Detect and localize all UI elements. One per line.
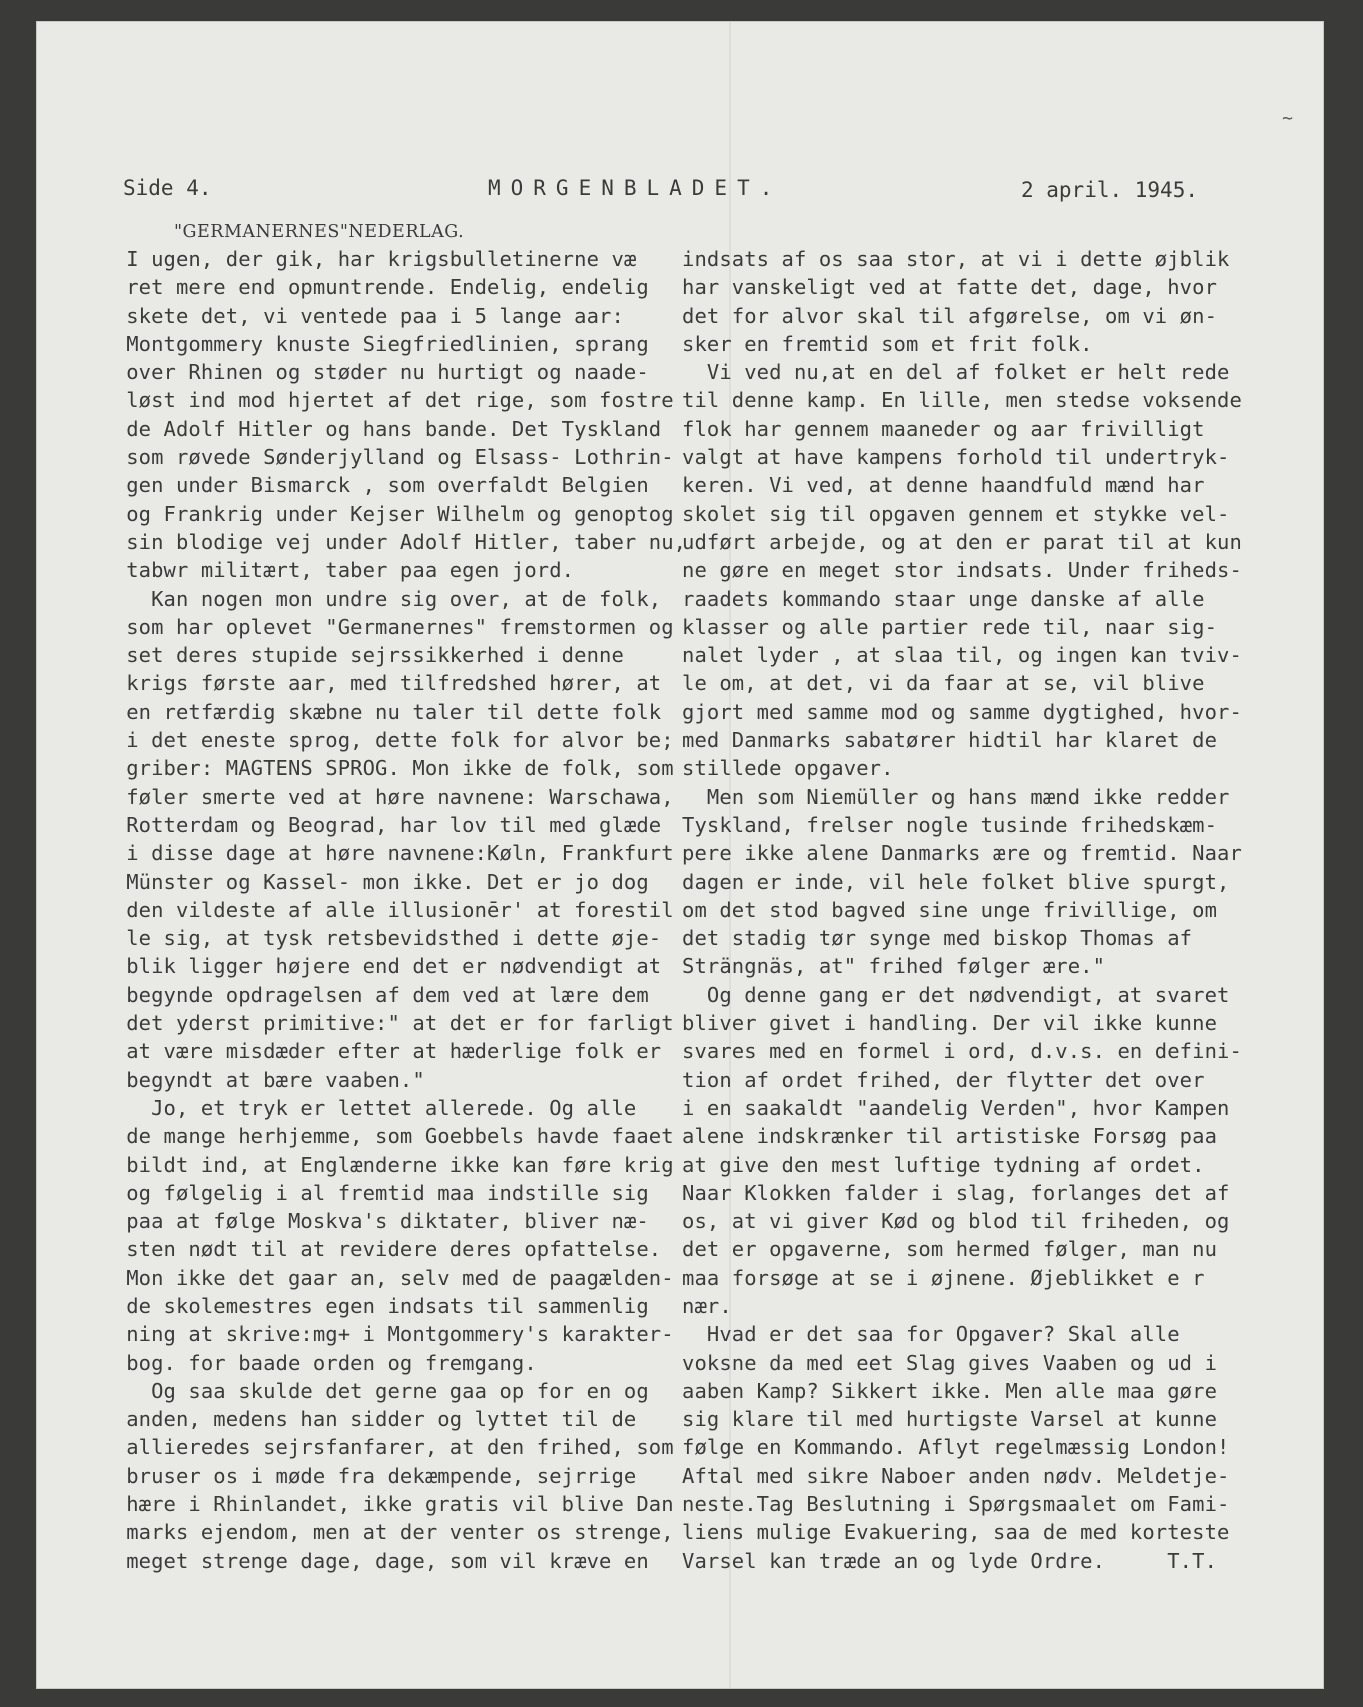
text-line: le sig, at tysk retsbevidsthed i dette øje- [64, 926, 662, 951]
text-line: marks ejendom, men at der venter os strenge, [64, 1520, 674, 1545]
text-line: griber: MAGTENS SPROG. Mon ikke de folk, som [64, 756, 674, 781]
text-line: sker en fremtid som et frit folk. [682, 331, 1093, 356]
newspaper-title: MORGENBLADET. [488, 176, 783, 200]
text-line: hære i Rhinlandet, ikke gratis vil blive Dan [64, 1492, 674, 1517]
text-line: stillede opgaver. [682, 756, 894, 781]
text-line: bog. for baade orden og fremgang. [64, 1350, 537, 1375]
issue-date: 2 april. 1945. [1020, 178, 1198, 202]
text-line: og følgelig i al fremtid maa indstille sig [64, 1180, 649, 1205]
text-line: pere ikke alene Danmarks ære og fremtid. Naar [682, 841, 1242, 866]
text-line: ning at skrive:mg+ i Montgommery's karakter- [64, 1322, 674, 1347]
text-line: bruser os i møde fra dekæmpende, sejrrige [64, 1463, 637, 1488]
text-line: raadets kommando staar unge danske af alle [682, 586, 1205, 611]
text-line: i en saakaldt "aandelig Verden", hvor Kampen [682, 1095, 1230, 1120]
text-line: de skolemestres egen indsats til sammenlig [64, 1293, 649, 1318]
text-line: Münster og Kassel- mon ikke. Det er jo dog [64, 869, 649, 894]
text-line: føler smerte ved at høre navnene: Warschawa, [64, 784, 674, 809]
text-line: os, at vi giver Kød og blod til friheden, og [682, 1209, 1230, 1234]
text-line: sin blodige vej under Adolf Hitler, taber nu, [64, 529, 687, 554]
text-line: Vi ved nu,at en del af folket er helt rede [682, 360, 1230, 385]
text-line: at give den mest luftige tydning af ordet. [682, 1152, 1205, 1177]
text-line: over Rhinen og støder nu hurtigt og naade- [64, 360, 649, 385]
article-column-right [682, 245, 1242, 1575]
text-line: paa at følge Moskva's diktater, bliver næ- [64, 1209, 649, 1234]
document-page [37, 22, 1323, 1688]
text-line: skolet sig til opgaven gennem et stykke vel- [682, 501, 1230, 526]
text-line: le om, at det, vi da faar at se, vil blive [682, 671, 1205, 696]
text-line: I ugen, der gik, har krigsbulletinerne væ [64, 247, 637, 271]
text-line: neste.Tag Beslutning i Spørgsmaalet om Fami- [682, 1492, 1230, 1517]
page-header [123, 156, 1198, 200]
text-line: begynde opdragelsen af dem ved at lære dem [64, 982, 649, 1007]
page-number: Side 4. [123, 176, 212, 200]
text-line: en retfærdig skæbne nu taler til dette folk [64, 699, 662, 724]
text-line: sten nødt til at revidere deres opfattelse. [64, 1237, 662, 1262]
text-line: krigs første aar, med tilfredshed hører, at [64, 671, 662, 696]
text-line: i det eneste sprog, dette folk for alvor be; [64, 728, 674, 753]
corner-mark: ~ [1282, 108, 1293, 129]
text-line: set deres stupide sejrssikkerhed i denne [64, 643, 624, 668]
text-line: nalet lyder , at slaa til, og ingen kan tviv- [682, 643, 1242, 668]
text-line: dagen er inde, vil hele folket blive spurgt, [682, 869, 1230, 894]
text-line: de Adolf Hitler og hans bande. Det Tyskland [64, 416, 662, 441]
text-line: følge en Kommando. Aflyt regelmæssig London! [682, 1435, 1230, 1460]
text-line: gjort med samme mod og samme dygtighed, hvor- [682, 699, 1242, 724]
text-line: Men som Niemüller og hans mænd ikke redder [682, 784, 1230, 809]
text-line: klasser og alle partier rede til, naar sig- [682, 614, 1218, 639]
article-title: "GERMANERNES"NEDERLAG. [174, 222, 465, 242]
text-line: svares med en formel i ord, d.v.s. en defini- [682, 1039, 1242, 1064]
text-line: Tyskland, frelser nogle tusinde frihedskæm- [682, 812, 1218, 837]
text-line: det stadig tør synge med biskop Thomas af [682, 926, 1193, 951]
text-line: udført arbejde, og at den er parat til at kun [682, 529, 1242, 554]
text-line: maa forsøge at se i øjnene. Øjeblikket e r [682, 1265, 1205, 1290]
text-line: skete det, vi ventede paa i 5 lange aar: [64, 303, 624, 328]
text-line: løst ind mod hjertet af det rige, som fostre [64, 388, 674, 413]
text-line: valgt at have kampens forhold til undertryk- [682, 445, 1230, 470]
text-line: til denne kamp. En lille, men stedse voksende [682, 388, 1242, 413]
text-line: Aftal med sikre Naboer anden nødv. Meldetje- [682, 1463, 1230, 1488]
text-line: Varsel kan træde an og lyde Ordre. T.T. [682, 1548, 1218, 1573]
text-line: har vanskeligt ved at fatte det, dage, hvor [682, 275, 1218, 300]
text-line: det er opgaverne, som hermed følger, man nu [682, 1237, 1218, 1262]
text-line: i disse dage at høre navnene:Køln, Frankfurt [64, 841, 674, 866]
text-line: som har oplevet "Germanernes" fremstormen og [64, 614, 674, 639]
text-line: blik ligger højere end det er nødvendigt at [64, 954, 662, 979]
text-line: liens mulige Evakuering, saa de med korteste [682, 1520, 1230, 1545]
text-line: tabwr militært, taber paa egen jord. [64, 558, 575, 583]
text-line: voksne da med eet Slag gives Vaaben og ud i [682, 1350, 1218, 1375]
text-line: aaben Kamp? Sikkert ikke. Men alle maa gøre [682, 1378, 1218, 1403]
text-line: Montgommery knuste Siegfriedlinien, sprang [64, 331, 649, 356]
text-line: Mon ikke det gaar an, selv med de paagælden- [64, 1265, 674, 1290]
text-line: allieredes sejrsfanfarer, at den frihed, som [64, 1435, 674, 1460]
text-line: om det stod bagved sine unge frivillige, om [682, 897, 1218, 922]
text-line: sig klare til med hurtigste Varsel at kunne [682, 1407, 1218, 1432]
text-line: det yderst primitive:" at det er for farligt [64, 1011, 674, 1036]
text-line: de mange herhjemme, som Goebbels havde faaet [64, 1124, 674, 1149]
text-line: Strängnäs, at" frihed følger ære." [682, 954, 1106, 979]
text-line: at være misdæder efter at hæderlige folk er [64, 1039, 662, 1064]
text-line: flok har gennem maaneder og aar frivilligt [682, 416, 1205, 441]
text-line: Hvad er det saa for Opgaver? Skal alle [682, 1322, 1180, 1347]
text-line: indsats af os saa stor, at vi i dette øjblik [682, 247, 1230, 271]
text-line: Og denne gang er det nødvendigt, at svaret [682, 982, 1230, 1007]
text-line: gen under Bismarck , som overfaldt Belgien [64, 473, 649, 498]
text-line: og Frankrig under Kejser Wilhelm og genoptog [64, 501, 674, 526]
text-line: Og saa skulde det gerne gaa op for en og [64, 1378, 649, 1403]
text-line: nær. [682, 1293, 732, 1318]
text-line: det for alvor skal til afgørelse, om vi øn- [682, 303, 1218, 328]
text-line: Jo, et tryk er lettet allerede. Og alle [64, 1095, 637, 1120]
text-line: som røvede Sønderjylland og Elsass- Lothrin- [64, 445, 674, 470]
text-line: meget strenge dage, dage, som vil kræve en [64, 1548, 649, 1573]
text-line: den vildeste af alle illusionēr' at forestil [64, 897, 674, 922]
text-line: ne gøre en meget stor indsats. Under friheds- [682, 558, 1242, 583]
text-line: bliver givet i handling. Der vil ikke kunne [682, 1011, 1218, 1036]
text-line: bildt ind, at Englænderne ikke kan føre krig [64, 1152, 674, 1177]
text-line: begyndt at bære vaaben." [64, 1067, 425, 1092]
text-line: Rotterdam og Beograd, har lov til med glæde [64, 812, 662, 837]
text-line: keren. Vi ved, at denne haandfuld mænd har [682, 473, 1205, 498]
text-line: tion af ordet frihed, der flytter det over [682, 1067, 1205, 1092]
text-line: ret mere end opmuntrende. Endelig, endelig [64, 275, 649, 300]
text-line: anden, medens han sidder og lyttet til de [64, 1407, 637, 1432]
text-line: alene indskrænker til artistiske Forsøg paa [682, 1124, 1218, 1149]
text-line: Kan nogen mon undre sig over, at de folk, [64, 586, 662, 611]
article-column-left [64, 245, 686, 1575]
text-line: Naar Klokken falder i slag, forlanges det af [682, 1180, 1230, 1205]
text-line: med Danmarks sabatører hidtil har klaret de [682, 728, 1218, 753]
